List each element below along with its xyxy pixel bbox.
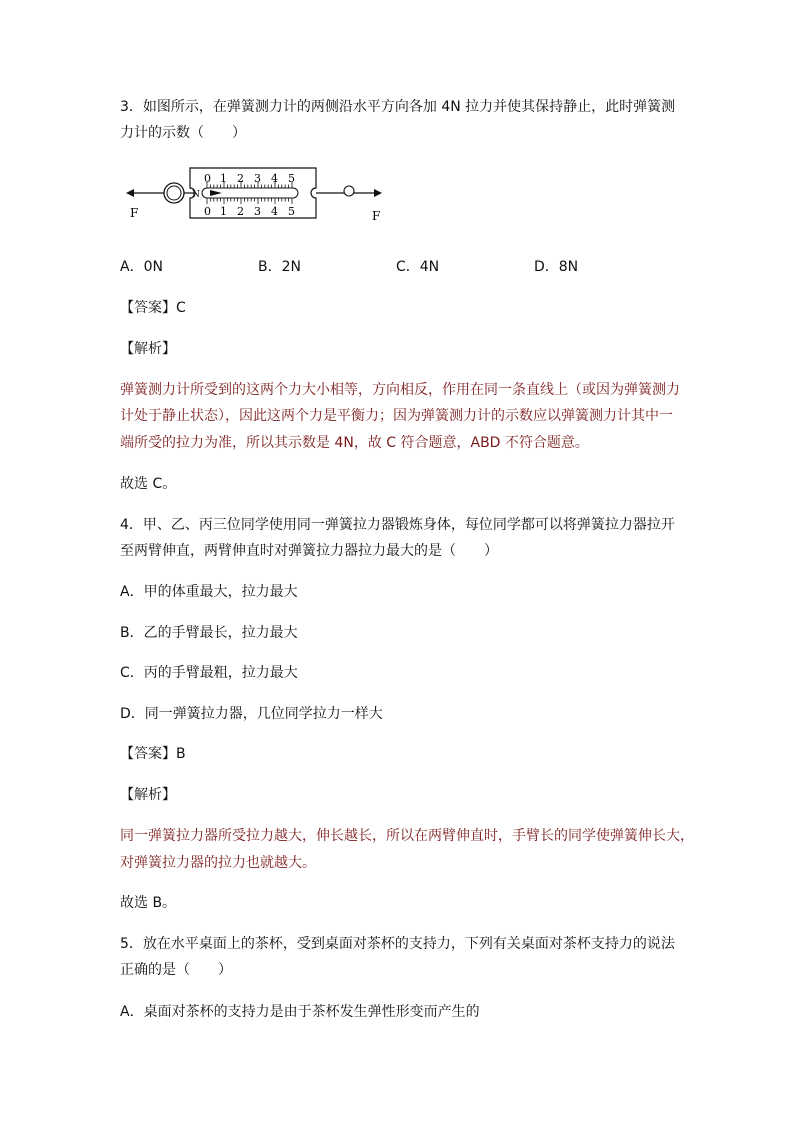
q4-answer: 【答案】B [120,746,186,762]
tick-bottom-1: 1 [220,205,227,218]
q3-analysis-line3: 端所受的拉力为准，所以其示数是 4N，故 C 符合题意，ABD 不符合题意。 [120,435,589,451]
tick-bottom-5: 5 [288,205,295,218]
tick-bottom-0: 0 [204,205,211,218]
q4-stem-line1: 4．甲、乙、丙三位同学使用同一弹簧拉力器锻炼身体，每位同学都可以将弹簧拉力器拉开 [120,517,675,533]
q4-analysis-label: 【解析】 [120,787,176,803]
q5-stem-line2: 正确的是（ ） [120,962,232,978]
q5-option-a: A．桌面对茶杯的支持力是由于茶杯发生弹性形变而产生的 [120,1004,480,1020]
tick-top-2: 2 [237,172,244,185]
q4-option-a: A．甲的体重最大，拉力最大 [120,584,298,600]
tick-top-4: 4 [271,172,278,185]
q3-stem-line2: 力计的示数（ ） [120,125,246,141]
q3-analysis-line2: 计处于静止状态），因此这两个力是平衡力；因为弹簧测力计的示数应以弹簧测力计其中一 [120,408,673,424]
tick-top-5: 5 [288,172,295,185]
q5-stem-line1: 5．放在水平桌面上的茶杯，受到桌面对茶杯的支持力，下列有关桌面对茶杯支持力的说法 [120,936,675,952]
spring-scale-diagram [120,160,390,230]
q4-analysis-line2: 对弹簧拉力器的拉力也就越大。 [120,855,316,871]
tick-top-1: 1 [220,172,227,185]
tick-top-3: 3 [254,172,261,185]
tick-top-0: 0 [204,172,211,185]
unit-label: N [192,190,200,200]
q4-stem-line2: 至两臂伸直，两臂伸直时对弹簧拉力器拉力最大的是（ ） [120,543,498,559]
right-hook-icon [344,186,354,196]
q3-analysis-line1: 弹簧测力计所受到的这两个力大小相等，方向相反，作用在同一条直线上（或因为弹簧测力 [120,382,680,398]
right-arrow-head-icon [374,189,382,197]
spring-scale-figure [120,160,390,230]
left-arrow-head-icon [126,189,134,197]
q3-stem-line1: 3．如图所示，在弹簧测力计的两侧沿水平方向各加 4N 拉力并使其保持静止，此时弹簧测 [120,99,676,115]
tick-bottom-3: 3 [254,205,261,218]
left-force-label: F [130,206,139,220]
q4-analysis-line1: 同一弹簧拉力器所受拉力越大，伸长越长，所以在两臂伸直时，手臂长的同学使弹簧伸长大， [120,828,694,844]
q4-option-b: B．乙的手臂最长，拉力最大 [120,625,298,641]
q4-option-d: D．同一弹簧拉力器，几位同学拉力一样大 [120,706,383,722]
q3-conclusion: 故选 C。 [120,476,177,492]
right-force-label: F [372,209,381,223]
q3-option-d: D．8N [534,259,579,275]
q3-option-b: B．2N [258,259,301,275]
q3-answer: 【答案】C [120,300,186,316]
q3-option-c: C．4N [396,259,440,275]
q3-option-a: A．0N [120,259,163,275]
tick-bottom-4: 4 [271,205,278,218]
q4-conclusion: 故选 B。 [120,895,177,911]
q3-analysis-label: 【解析】 [120,341,176,357]
q4-option-c: C．丙的手臂最粗，拉力最大 [120,665,298,681]
tick-bottom-2: 2 [237,205,244,218]
